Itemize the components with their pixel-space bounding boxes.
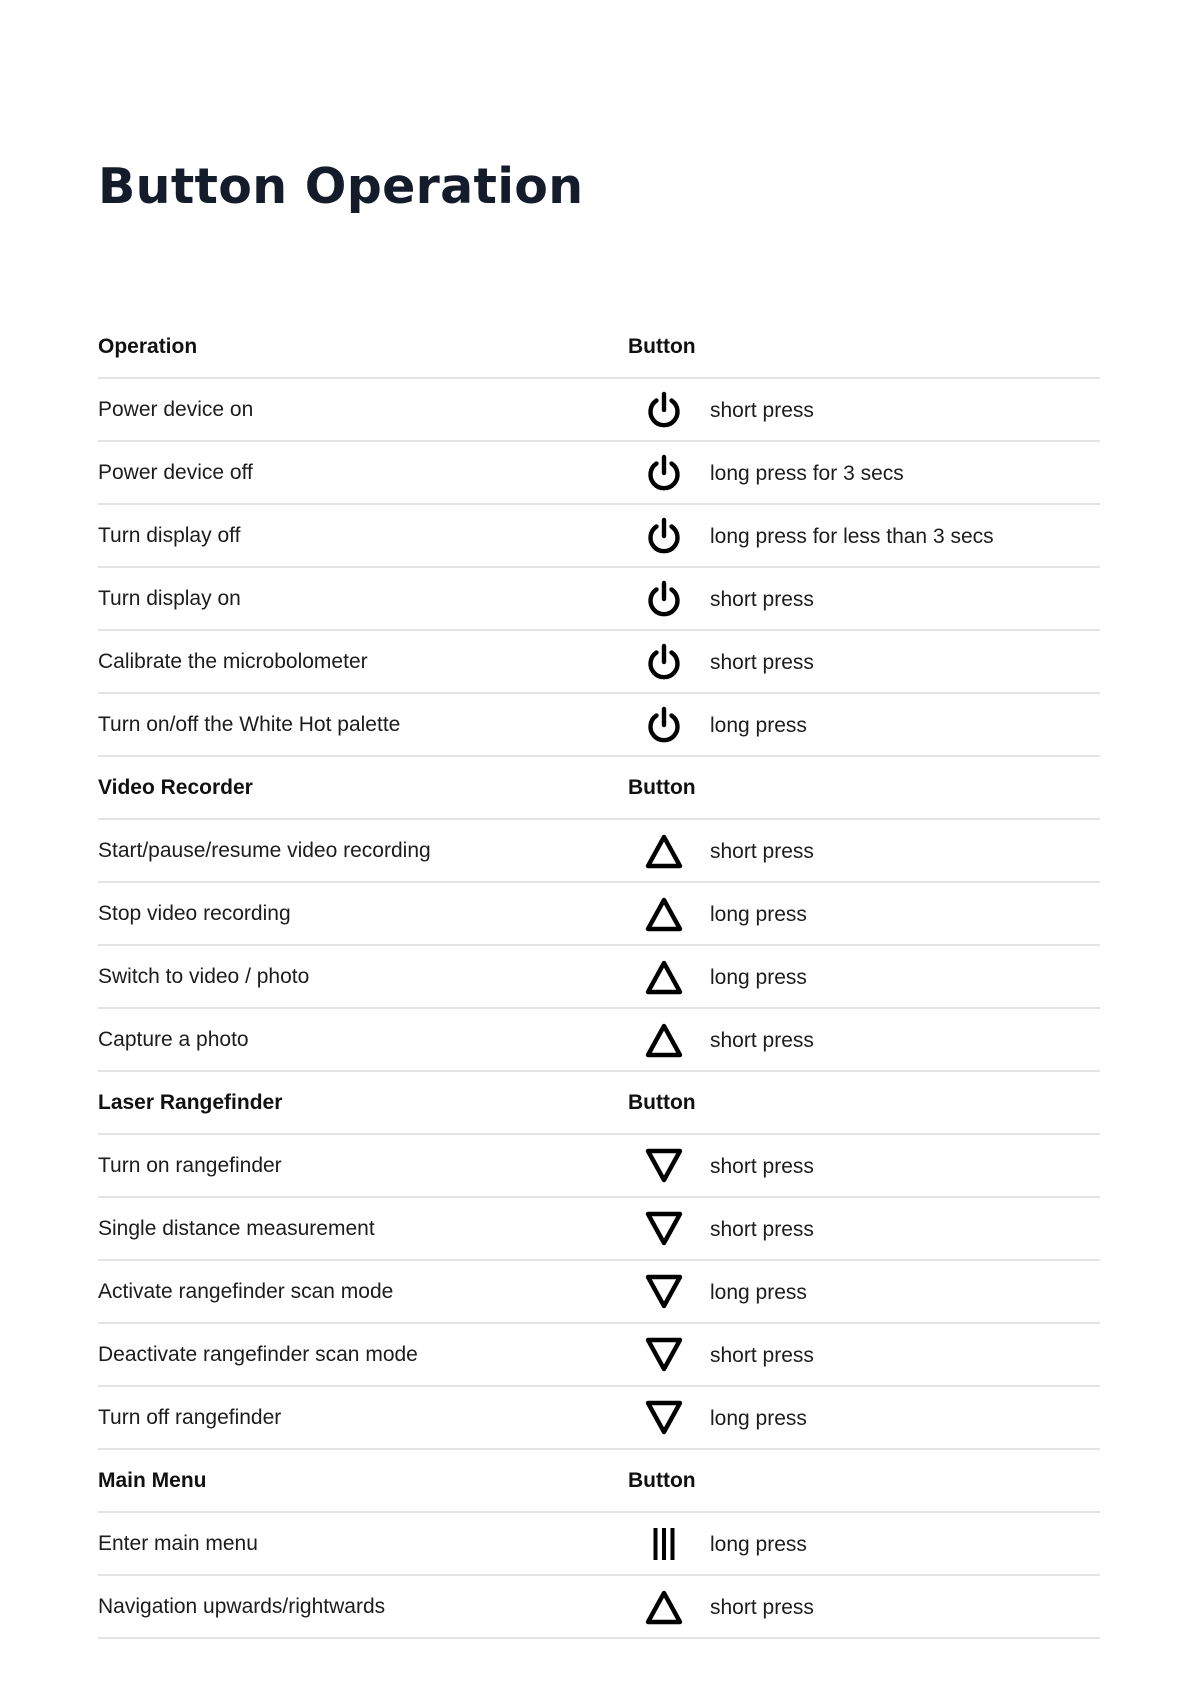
- triangle-up-icon: [644, 894, 684, 934]
- table-row: [98, 1198, 1100, 1261]
- press-type-label: short press: [710, 840, 814, 863]
- power-icon: [644, 516, 684, 556]
- section-heading: Video Recorder: [98, 776, 253, 799]
- section-header: [98, 757, 1100, 820]
- table-row: [98, 1261, 1100, 1324]
- press-type-label: short press: [710, 1344, 814, 1367]
- power-icon: [644, 579, 684, 619]
- table-row: [98, 946, 1100, 1009]
- triangle-up-icon: [644, 957, 684, 997]
- table-row: [98, 1324, 1100, 1387]
- operation-label: Start/pause/resume video recording: [98, 839, 431, 862]
- table-row: [98, 1387, 1100, 1450]
- section-heading: Laser Rangefinder: [98, 1091, 283, 1114]
- triangle-down-icon: [644, 1209, 684, 1249]
- section-header: [98, 1072, 1100, 1135]
- operation-label: Stop video recording: [98, 902, 291, 925]
- section-header: [98, 316, 1100, 379]
- triangle-down-icon: [644, 1335, 684, 1375]
- operation-label: Turn on/off the White Hot palette: [98, 713, 401, 736]
- press-type-label: short press: [710, 399, 814, 422]
- section-heading: Operation: [98, 335, 198, 358]
- operation-label: Turn display on: [98, 587, 241, 610]
- power-icon: [644, 390, 684, 430]
- press-type-label: long press for 3 secs: [710, 462, 904, 485]
- press-type-label: short press: [710, 588, 814, 611]
- table-row: [98, 505, 1100, 568]
- triangle-up-icon: [644, 831, 684, 871]
- table-row: [98, 379, 1100, 442]
- triangle-down-icon: [644, 1398, 684, 1438]
- press-type-label: long press: [710, 1281, 807, 1304]
- operation-label: Deactivate rangefinder scan mode: [98, 1343, 418, 1366]
- press-type-label: short press: [710, 1596, 814, 1619]
- table-row: [98, 568, 1100, 631]
- operation-label: Single distance measurement: [98, 1217, 375, 1240]
- operation-label: Switch to video / photo: [98, 965, 310, 988]
- operation-label: Activate rangefinder scan mode: [98, 1280, 394, 1303]
- section-heading: Main Menu: [98, 1469, 207, 1492]
- button-operation-table: [98, 316, 1100, 1639]
- press-type-label: long press: [710, 714, 807, 737]
- operation-label: Enter main menu: [98, 1532, 258, 1555]
- press-type-label: short press: [710, 651, 814, 674]
- operation-label: Calibrate the microbolometer: [98, 650, 368, 673]
- page-title: Button Operation: [98, 158, 584, 215]
- table-row: [98, 1576, 1100, 1639]
- menu-bars-icon: [644, 1524, 684, 1564]
- press-type-label: long press: [710, 1533, 807, 1556]
- press-type-label: short press: [710, 1029, 814, 1052]
- press-type-label: short press: [710, 1155, 814, 1178]
- power-icon: [644, 453, 684, 493]
- button-column-heading: Button: [628, 776, 696, 799]
- triangle-down-icon: [644, 1146, 684, 1186]
- table-row: [98, 883, 1100, 946]
- operation-label: Navigation upwards/rightwards: [98, 1595, 386, 1618]
- operation-label: Turn display off: [98, 524, 241, 547]
- table-row: [98, 1009, 1100, 1072]
- press-type-label: long press for less than 3 secs: [710, 525, 994, 548]
- press-type-label: long press: [710, 966, 807, 989]
- button-column-heading: Button: [628, 1469, 696, 1492]
- power-icon: [644, 705, 684, 745]
- section-header: [98, 1450, 1100, 1513]
- operation-label: Turn off rangefinder: [98, 1406, 282, 1429]
- press-type-label: long press: [710, 1407, 807, 1430]
- button-column-heading: Button: [628, 335, 696, 358]
- table-row: [98, 820, 1100, 883]
- table-row: [98, 1135, 1100, 1198]
- operation-label: Turn on rangefinder: [98, 1154, 282, 1177]
- press-type-label: long press: [710, 903, 807, 926]
- table-row: [98, 631, 1100, 694]
- triangle-up-icon: [644, 1020, 684, 1060]
- table-row: [98, 694, 1100, 757]
- triangle-up-icon: [644, 1587, 684, 1627]
- table-row: [98, 1513, 1100, 1576]
- operation-label: Power device on: [98, 398, 254, 421]
- power-icon: [644, 642, 684, 682]
- triangle-down-icon: [644, 1272, 684, 1312]
- table-row: [98, 442, 1100, 505]
- operation-label: Capture a photo: [98, 1028, 249, 1051]
- press-type-label: short press: [710, 1218, 814, 1241]
- operation-label: Power device off: [98, 461, 253, 484]
- button-column-heading: Button: [628, 1091, 696, 1114]
